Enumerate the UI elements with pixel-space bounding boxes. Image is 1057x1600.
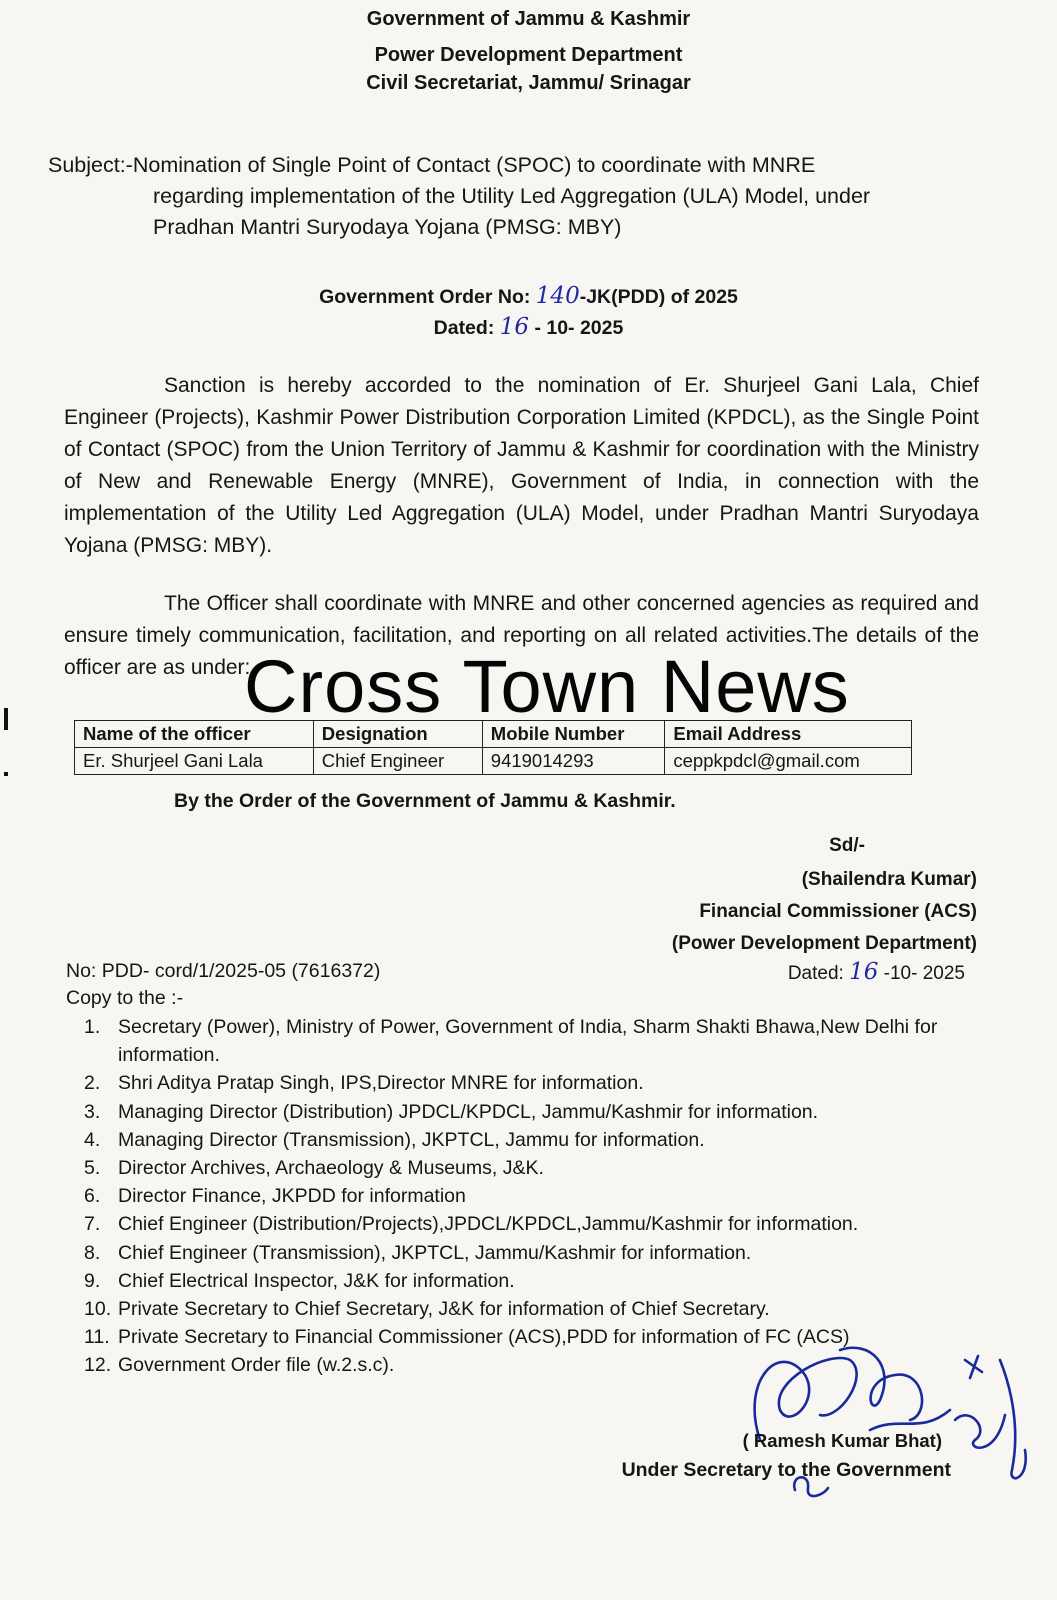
subject-block	[48, 150, 983, 243]
sanction-paragraph: Sanction is hereby accorded to the nomination of Er. Shurjeel Gani Lala, Chief Engineer (Projects), Kashmir Power Distribution Corporation Limited (KPDCL), as the Single Point of Contact (SPOC) from the Union Territory of Jammu & Kashmir for coordination with the Ministry of New and Renewable Energy (MNRE), Government of India, in connection with the implementation of the Utility Led Aggregation (ULA) Model, under Pradhan Mantri Suryodaya Yojana (PMSG: MBY).	[64, 374, 979, 557]
by-order-line: By the Order of the Government of Jammu & Kashmir.	[174, 790, 676, 812]
subject-line-2: regarding implementation of the Utility Led Aggregation (ULA) Model, under	[153, 184, 871, 208]
watermark-cross-town-news: Cross Town News	[244, 645, 850, 728]
list-item: 11. Private Secretary to Financial Commissioner (ACS),PDD for information of FC (ACS)	[84, 1326, 850, 1349]
cell-mobile: 9419014293	[482, 748, 665, 775]
cell-designation: Chief Engineer	[313, 748, 482, 775]
signatory-block	[672, 832, 977, 988]
signatory-title: Financial Commissioner (ACS)	[699, 901, 977, 922]
header-designation: Designation	[313, 721, 482, 748]
list-item: 6. Director Finance, JKPDD for information	[84, 1185, 466, 1208]
cell-officer-name: Er. Shurjeel Gani Lala	[75, 748, 314, 775]
under-secretary-title: Under Secretary to the Government	[621, 1459, 951, 1481]
order-number-line	[0, 283, 1057, 309]
signatory-name: (Shailendra Kumar)	[801, 869, 977, 890]
header-line-government: Government of Jammu & Kashmir	[366, 8, 691, 30]
order-number-prefix: Government Order No:	[319, 286, 531, 308]
header-line-department: Power Development Department	[374, 44, 683, 66]
sd-mark: Sd/-	[829, 835, 865, 856]
cell-email: ceppkpdcl@gmail.com	[665, 748, 912, 775]
list-item: 10. Private Secretary to Chief Secretary, J&K for information of Chief Secretary.	[84, 1298, 770, 1321]
signatory-date-handwritten: 16	[849, 959, 879, 985]
list-item: 12. Government Order file (w.2.s.c).	[84, 1354, 395, 1377]
subject-label: Subject:-	[48, 153, 133, 177]
order-number-suffix: -JK(PDD) of 2025	[579, 286, 738, 308]
scan-edge-dot	[4, 772, 8, 776]
scan-edge-mark	[4, 708, 8, 730]
list-item: 3. Managing Director (Distribution) JPDCL/KPDCL, Jammu/Kashmir for information.	[84, 1100, 819, 1123]
list-item: 5. Director Archives, Archaeology & Museums, J&K.	[84, 1157, 544, 1180]
order-number-handwritten: 140	[535, 283, 580, 309]
order-date-handwritten: 16	[499, 314, 530, 340]
header-line-secretariat: Civil Secretariat, Jammu/ Srinagar	[366, 72, 691, 94]
header-email: Email Address	[665, 721, 912, 748]
list-item: 1. Secretary (Power), Ministry of Power, Government of India, Sharm Shakti Bhawa,New Delhi for information.	[84, 1016, 938, 1067]
subject-line-1: Nomination of Single Point of Contact (SPOC) to coordinate with MNRE	[132, 153, 816, 177]
header-mobile: Mobile Number	[482, 721, 665, 748]
list-item: 9. Chief Electrical Inspector, J&K for information.	[84, 1269, 515, 1292]
order-date-label: Dated:	[433, 317, 495, 339]
signatory-date	[672, 958, 977, 988]
list-item: 2. Shri Aditya Pratap Singh, IPS,Director MNRE for information.	[84, 1072, 644, 1095]
signatory-date-suffix: -10- 2025	[883, 963, 965, 984]
signatory-department: (Power Development Department)	[671, 933, 977, 954]
order-date-line	[0, 314, 1057, 340]
signatory-date-label: Dated:	[787, 963, 844, 984]
list-item: 8. Chief Engineer (Transmission), JKPTCL, Jammu/Kashmir for information.	[84, 1241, 752, 1264]
coordination-paragraph: The Officer shall coordinate with MNRE and other concerned agencies as required and ensure timely communication, facilitation, and reporting on all related activities.The details of the officer are as under:	[64, 592, 979, 679]
reference-number: No: PDD- cord/1/2025-05 (7616372)	[66, 960, 381, 982]
subject-line-3: Pradhan Mantri Suryodaya Yojana (PMSG: MBY)	[153, 215, 622, 239]
list-item: 7. Chief Engineer (Distribution/Projects),JPDCL/KPDCL,Jammu/Kashmir for information.	[84, 1213, 859, 1236]
under-secretary-name: ( Ramesh Kumar Bhat)	[742, 1430, 942, 1451]
table-row	[75, 748, 912, 775]
copy-to-heading: Copy to the :-	[66, 987, 184, 1009]
list-item: 4. Managing Director (Transmission), JKPTCL, Jammu for information.	[84, 1128, 705, 1151]
header-officer-name: Name of the officer	[75, 721, 314, 748]
order-date-suffix: - 10- 2025	[534, 317, 624, 339]
